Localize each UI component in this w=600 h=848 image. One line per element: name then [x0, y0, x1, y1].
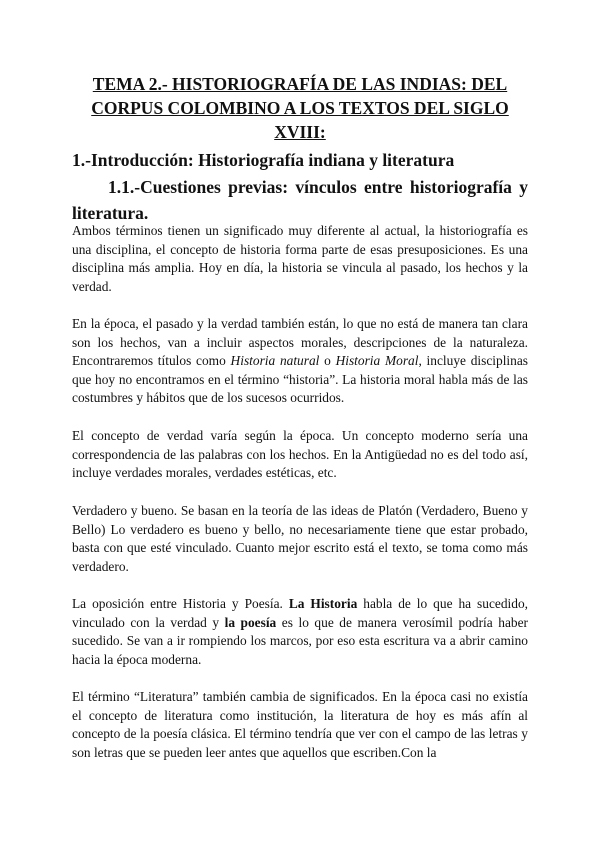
paragraph-5-text-b: habla de lo que ha sucedido, vinculado con la verdad y: [72, 596, 529, 630]
italic-title-historia-natural: Historia natural: [230, 353, 320, 369]
document-title: TEMA 2.- HISTORIOGRAFÍA DE LAS INDIAS: DEL CORPUS COLOMBINO A LOS TEXTOS DEL SIGLO XVIII:: [91, 74, 509, 142]
paragraph-2-text-b: o: [319, 353, 336, 369]
section-heading: 1.-Introducción: Historiografía indiana y literatura: [72, 150, 455, 170]
paragraph-5-text-a: La oposición entre Historia y Poesía.: [72, 596, 289, 611]
bold-la-poesia: la poesía: [224, 614, 277, 630]
paragraph-2-text-a: En la época, el pasado y la verdad también están, lo que no está de manera tan clara son los hechos, van a incluir aspectos morales, descripciones de la naturaleza. Encontraremos títulos como: [72, 316, 528, 369]
bold-la-historia: La Historia: [288, 596, 358, 611]
paragraph-1: Ambos términos tienen un significado muy diferente al actual, la historiografía es una disciplina, el concepto de historia forma parte de esas presuposiciones. Es una disciplina más amplia. Hoy en día, la historia se vincula al pasado, los hechos y la verdad.: [72, 223, 528, 294]
subsection-heading: 1.1.-Cuestiones previas: vínculos entre historiografía y literatura.: [72, 177, 528, 223]
paragraph-3: El concepto de verdad varía según la época. Un concepto moderno sería una correspondencia de las palabras con los hechos. En la Antigüedad no es del todo así, incluye verdades morales, verdades estéticas, etc.: [72, 428, 528, 481]
paragraph-5: [72, 595, 528, 669]
paragraph-4: Verdadero y bueno. Se basan en la teoría de las ideas de Platón (Verdadero, Bueno y Bello) Lo verdadero es bueno y bello, no necesariamente tiene que estar probado, basta con que esté vinculado. Cuanto mejor escrito está el texto, se toma como más verdadero.: [72, 503, 528, 574]
paragraph-6: El término “Literatura” también cambia de significados. En la época casi no existía el concepto de literatura como institución, la literatura de hoy es más afín al concepto de la poesía clásica. El término tendría que ver con el campo de las letras y son letras que se pueden leer antes que aquellos que escriben.Con la: [72, 689, 528, 760]
paragraph-5-text-c: es lo que de manera verosímil podría haber sucedido. Se van a ir rompiendo los marcos, por eso esta escritura va a abrir camino hacia la época moderna.: [72, 614, 528, 667]
paragraph-2-text-c: , incluye disciplinas que hoy no encontramos en el término “historia”. La historia moral habla más de las costumbres y hábitos que de los sucesos ocurridos.: [72, 353, 528, 406]
italic-title-historia-moral: Historia Moral: [335, 353, 419, 369]
paragraph-2: [72, 315, 528, 408]
